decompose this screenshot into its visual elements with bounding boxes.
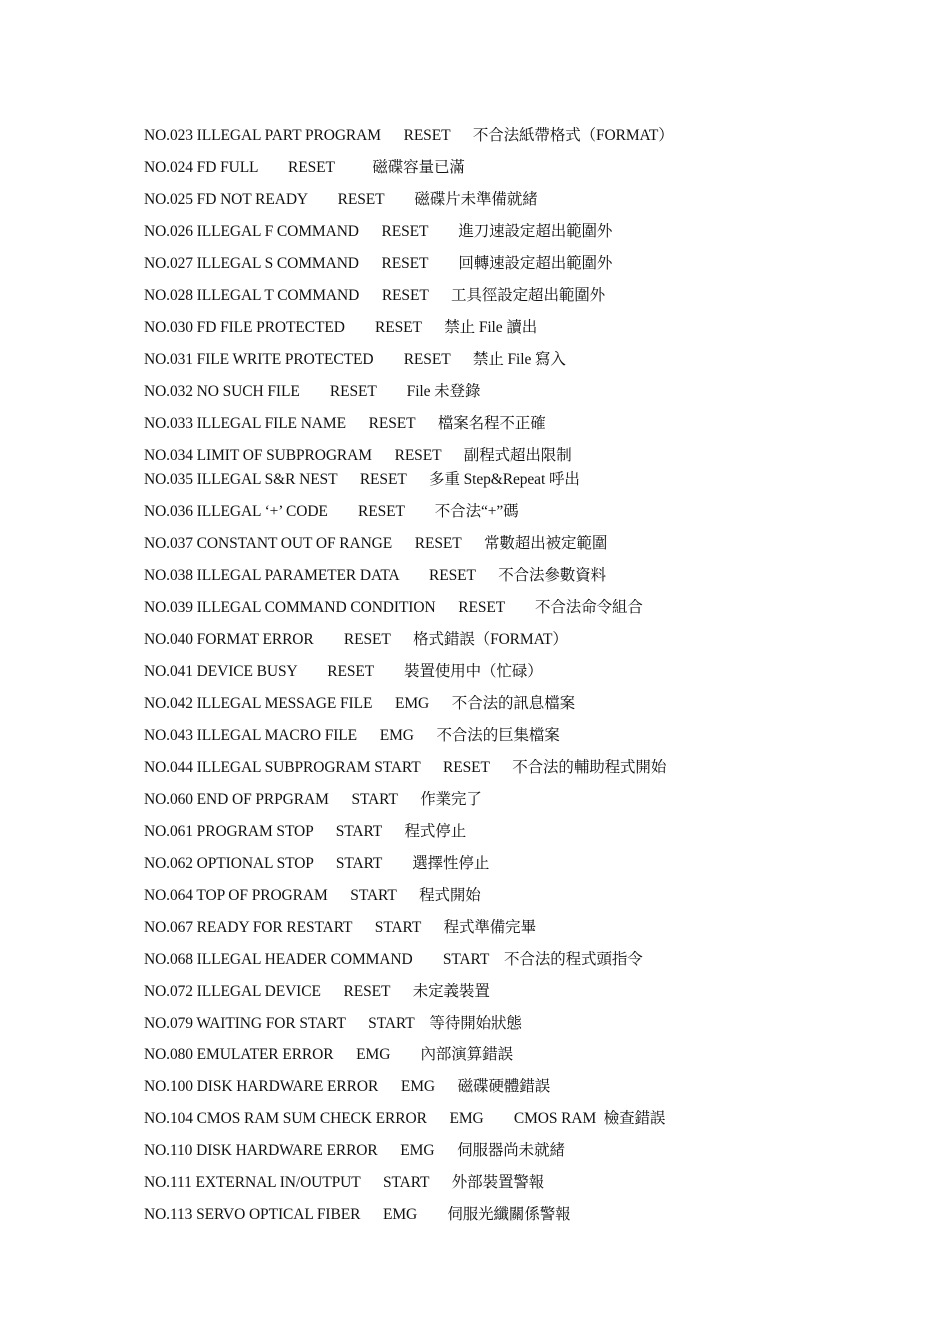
error-code-line: NO.038 ILLEGAL PARAMETER DATA RESET 不合法參數資料 [144,567,606,584]
error-code-line: NO.037 CONSTANT OUT OF RANGE RESET 常數超出被定範圍 [144,535,608,552]
error-code-line: NO.026 ILLEGAL F COMMAND RESET 進刀速設定超出範圍外 [144,223,613,240]
error-code-line: NO.061 PROGRAM STOP START 程式停止 [144,823,467,840]
error-code-line: NO.024 FD FULL RESET 磁碟容量已滿 [144,159,465,176]
error-code-line: NO.067 READY FOR RESTART START 程式準備完畢 [144,919,536,936]
error-code-line: NO.027 ILLEGAL S COMMAND RESET 回轉速設定超出範圍外 [144,255,613,272]
error-code-line: NO.072 ILLEGAL DEVICE RESET 未定義裝置 [144,983,490,1000]
error-code-line: NO.040 FORMAT ERROR RESET 格式錯誤（FORMAT） [144,631,568,648]
error-code-line: NO.113 SERVO OPTICAL FIBER EMG 伺服光纖關係警報 [144,1206,571,1223]
error-code-line: NO.042 ILLEGAL MESSAGE FILE EMG 不合法的訊息檔案 [144,695,575,712]
error-code-line: NO.031 FILE WRITE PROTECTED RESET 禁止 File 寫入 [144,351,566,368]
error-code-line: NO.080 EMULATER ERROR EMG 內部演算錯誤 [144,1046,513,1063]
error-code-line: NO.041 DEVICE BUSY RESET 裝置使用中（忙碌） [144,663,543,680]
error-code-line: NO.025 FD NOT READY RESET 磁碟片未準備就緒 [144,191,538,208]
error-code-line: NO.043 ILLEGAL MACRO FILE EMG 不合法的巨集檔案 [144,727,560,744]
error-code-line: NO.079 WAITING FOR START START 等待開始狀態 [144,1015,522,1032]
error-code-line: NO.034 LIMIT OF SUBPROGRAM RESET 副程式超出限制 [144,447,572,464]
error-code-line: NO.068 ILLEGAL HEADER COMMAND START 不合法的程式頭指令 [144,951,643,968]
error-code-line: NO.064 TOP OF PROGRAM START 程式開始 [144,887,481,904]
error-code-line: NO.035 ILLEGAL S&R NEST RESET 多重 Step&Repeat 呼出 [144,471,580,488]
error-code-line: NO.023 ILLEGAL PART PROGRAM RESET 不合法紙帶格式（FORMAT） [144,127,674,144]
error-code-line: NO.039 ILLEGAL COMMAND CONDITION RESET 不合法命令組合 [144,599,643,616]
error-code-line: NO.032 NO SUCH FILE RESET File 未登錄 [144,383,481,400]
error-code-line: NO.036 ILLEGAL ‘+’ CODE RESET 不合法“+”碼 [144,503,519,520]
error-code-line: NO.100 DISK HARDWARE ERROR EMG 磁碟硬體錯誤 [144,1078,551,1095]
error-code-line: NO.033 ILLEGAL FILE NAME RESET 檔案名程不正確 [144,415,546,432]
error-code-line: NO.028 ILLEGAL T COMMAND RESET 工具徑設定超出範圍外 [144,287,606,304]
error-code-line: NO.030 FD FILE PROTECTED RESET 禁止 File 讀出 [144,319,538,336]
error-code-line: NO.111 EXTERNAL IN/OUTPUT START 外部裝置警報 [144,1174,545,1191]
error-code-line: NO.060 END OF PRPGRAM START 作業完了 [144,791,482,808]
error-code-line: NO.062 OPTIONAL STOP START 選擇性停止 [144,855,490,872]
error-code-line: NO.110 DISK HARDWARE ERROR EMG 伺服器尚未就緒 [144,1142,565,1159]
error-code-line: NO.044 ILLEGAL SUBPROGRAM START RESET 不合法的輔助程式開始 [144,759,667,776]
error-code-line: NO.104 CMOS RAM SUM CHECK ERROR EMG CMOS RAM 檢查錯誤 [144,1110,666,1127]
